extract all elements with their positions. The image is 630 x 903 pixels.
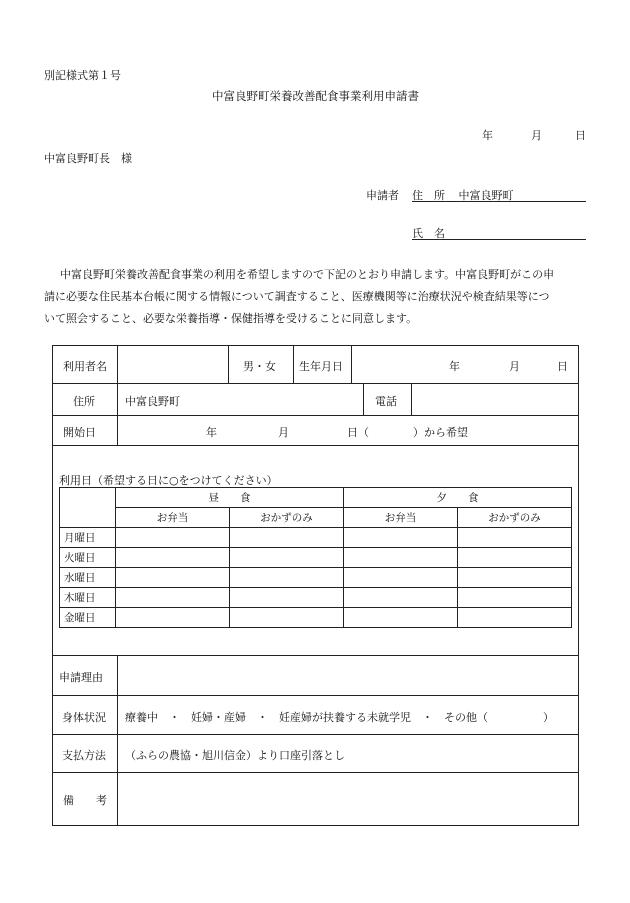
schedule-cell[interactable] — [344, 588, 458, 608]
schedule-cell[interactable] — [458, 568, 572, 588]
schedule-cell[interactable] — [458, 588, 572, 608]
addressee: 中富良野町長 様 — [44, 152, 132, 165]
remarks-label: 備 考 — [63, 794, 107, 807]
gender-options[interactable]: 男・女 — [243, 360, 276, 373]
date-day-label: 日 — [575, 129, 586, 142]
lunch-okazu-header: おかずのみ — [230, 508, 344, 528]
schedule-label: 利用日（希望する日に○をつけてください） — [59, 474, 278, 487]
schedule-cell[interactable] — [116, 568, 230, 588]
applicant-label: 申請者 — [366, 189, 399, 202]
schedule-cell[interactable] — [116, 588, 230, 608]
address-row — [53, 384, 578, 416]
reason-row — [53, 656, 578, 696]
statement-line-2: 請に必要な住民基本台帳に関する情報について調査すること、医療機関等に治療状況や検査結果等につ — [44, 290, 550, 303]
table-row — [60, 568, 572, 588]
start-year-label: 年 — [206, 426, 217, 439]
remarks-input[interactable] — [119, 774, 577, 823]
reason-label: 申請理由 — [59, 671, 103, 684]
statement-line-3: いて照会すること、必要な栄養指導・保健指導を受けることに同意します。 — [44, 312, 418, 325]
start-month-label: 月 — [278, 426, 289, 439]
form-number: 別記様式第１号 — [44, 69, 121, 82]
applicant-address-label: 住 所 — [412, 189, 445, 202]
birth-month-label: 月 — [509, 360, 520, 373]
birth-year-label: 年 — [449, 360, 460, 373]
condition-label: 身体状況 — [62, 711, 106, 724]
dinner-okazu-header: おかずのみ — [458, 508, 572, 528]
user-name-row — [53, 346, 578, 384]
birth-day-label: 日 — [557, 360, 568, 373]
day-label: 月曜日 — [60, 528, 116, 548]
payment-label: 支払方法 — [62, 749, 106, 762]
payment-value[interactable]: （ふらの農協・旭川信金）より口座引落とし — [125, 749, 345, 762]
schedule-cell[interactable] — [116, 528, 230, 548]
schedule-cell[interactable] — [230, 588, 344, 608]
schedule-cell[interactable] — [116, 608, 230, 628]
schedule-cell[interactable] — [458, 528, 572, 548]
user-name-label: 利用者名 — [63, 360, 107, 373]
reason-input[interactable] — [119, 657, 577, 694]
schedule-cell[interactable] — [344, 568, 458, 588]
table-row — [60, 608, 572, 628]
start-date-row — [53, 416, 578, 446]
address-value[interactable]: 中富良野町 — [125, 395, 180, 408]
day-label: 木曜日 — [60, 588, 116, 608]
applicant-address-value: 中富良野町 — [458, 189, 514, 202]
schedule-cell[interactable] — [230, 608, 344, 628]
application-table — [52, 345, 579, 826]
table-row — [60, 588, 572, 608]
phone-label: 電話 — [375, 395, 397, 408]
schedule-cell[interactable] — [458, 608, 572, 628]
start-suffix: ）から希望 — [413, 426, 468, 439]
day-label: 金曜日 — [60, 608, 116, 628]
grid-corner — [60, 488, 116, 528]
address-label: 住所 — [73, 395, 95, 408]
schedule-cell[interactable] — [344, 548, 458, 568]
condition-options[interactable]: 療養中 ・ 妊婦・産婦 ・ 妊産婦が扶養する未就学児 ・ その他（ ） — [125, 711, 554, 724]
applicant-name-label: 氏 名 — [412, 227, 445, 240]
payment-row — [53, 735, 578, 773]
dinner-header: 夕 食 — [344, 488, 572, 508]
lunch-bento-header: お弁当 — [116, 508, 230, 528]
day-label: 火曜日 — [60, 548, 116, 568]
day-label: 水曜日 — [60, 568, 116, 588]
table-row — [60, 528, 572, 548]
schedule-cell[interactable] — [344, 608, 458, 628]
applicant-name-field[interactable] — [412, 225, 586, 240]
statement-line-1: 中富良野町栄養改善配食事業の利用を希望しますので下記のとおり申請します。中富良野町がこの申 — [60, 268, 555, 281]
condition-row — [53, 696, 578, 735]
phone-input[interactable] — [413, 385, 577, 414]
schedule-cell[interactable] — [230, 568, 344, 588]
schedule-cell[interactable] — [230, 528, 344, 548]
schedule-grid — [59, 487, 571, 634]
lunch-header: 昼 食 — [116, 488, 344, 508]
start-date-label: 開始日 — [63, 426, 96, 439]
date-month-label: 月 — [531, 129, 542, 142]
remarks-row — [53, 773, 578, 825]
schedule-cell[interactable] — [344, 528, 458, 548]
applicant-address-field[interactable] — [412, 187, 586, 202]
schedule-cell[interactable] — [458, 548, 572, 568]
date-year-label: 年 — [482, 129, 493, 142]
dinner-bento-header: お弁当 — [344, 508, 458, 528]
birthdate-label: 生年月日 — [299, 360, 343, 373]
table-row — [60, 548, 572, 568]
schedule-cell[interactable] — [230, 548, 344, 568]
page-title: 中富良野町栄養改善配食事業利用申請書 — [212, 89, 419, 103]
user-name-input[interactable] — [119, 347, 227, 382]
start-day-label: 日（ — [347, 426, 369, 439]
schedule-cell[interactable] — [116, 548, 230, 568]
